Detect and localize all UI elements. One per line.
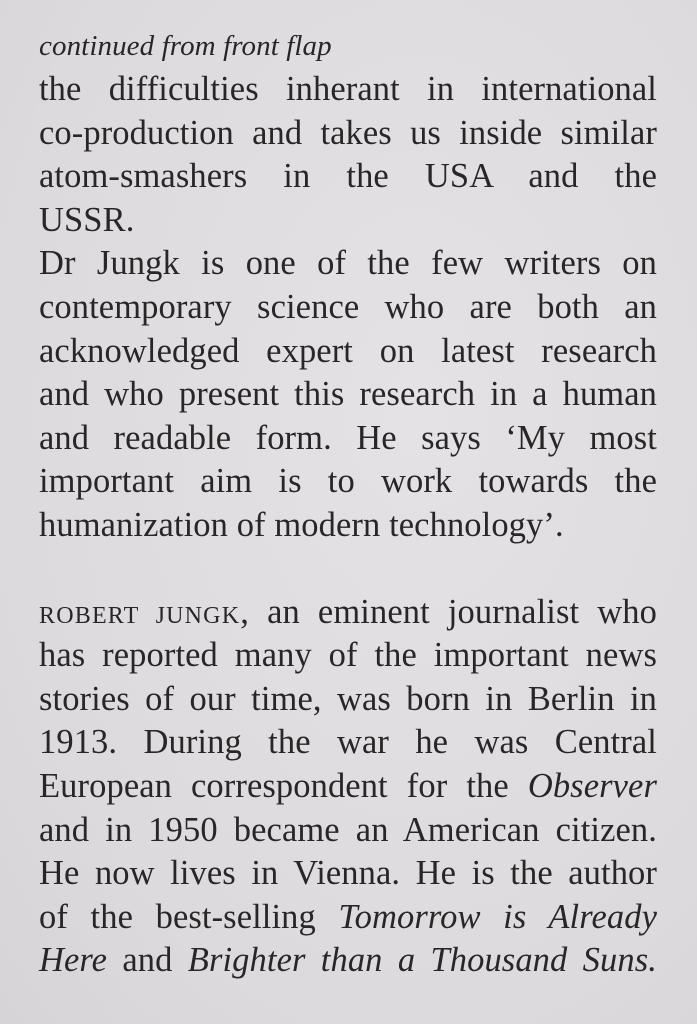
bio-text: , an eminent journalist who [240, 592, 657, 631]
author-biography [39, 591, 657, 983]
text-line: He now lives in Vienna. He is the author [39, 854, 657, 893]
text-line: 1913. During the war he was Central [39, 723, 657, 762]
paragraph-gap [39, 548, 657, 591]
text-line: stories of our time, was born in Berlin in [39, 679, 657, 718]
bio-line-8 [39, 896, 657, 940]
author-name: ROBERT JUNGK [39, 602, 241, 629]
bio-text: European correspondent for the [39, 766, 528, 805]
paragraph-coproduction [39, 68, 657, 242]
publication-title: Observer [527, 766, 657, 805]
text-line: acknowledged expert on latest research [39, 331, 657, 370]
text-line: important aim is to work towards the [39, 462, 657, 501]
bio-text: of the best-selling [39, 897, 339, 936]
book-title: Brighter than a Thousand Suns. [187, 941, 657, 980]
text-line: Dr Jungk is one of the few writers on [39, 244, 657, 283]
bio-text: and [107, 941, 188, 980]
text-line: and who present this research in a human [39, 375, 657, 414]
bio-line-9 [39, 939, 657, 983]
text-line: and readable form. He says ‘My most [39, 418, 657, 457]
text-line: co-production and takes us inside similar [39, 113, 657, 152]
text-line: USSR. [39, 200, 135, 239]
bio-line-5 [39, 765, 657, 809]
bio-line-1 [39, 591, 657, 635]
text-line: humanization of modern technology’. [39, 505, 564, 544]
book-title: Tomorrow is Already [338, 897, 657, 936]
text-line: contemporary science who are both an [39, 287, 657, 326]
text-line: and in 1950 became an American citizen. [39, 810, 657, 849]
paragraph-about-jungk [39, 242, 657, 547]
book-title: Here [39, 941, 108, 980]
continued-note: continued from front flap [39, 30, 332, 62]
text-line: the difficulties inherant in international [39, 70, 657, 108]
text-line: atom-smashers in the USA and the [39, 157, 657, 196]
text-line: has reported many of the important news [39, 636, 657, 675]
